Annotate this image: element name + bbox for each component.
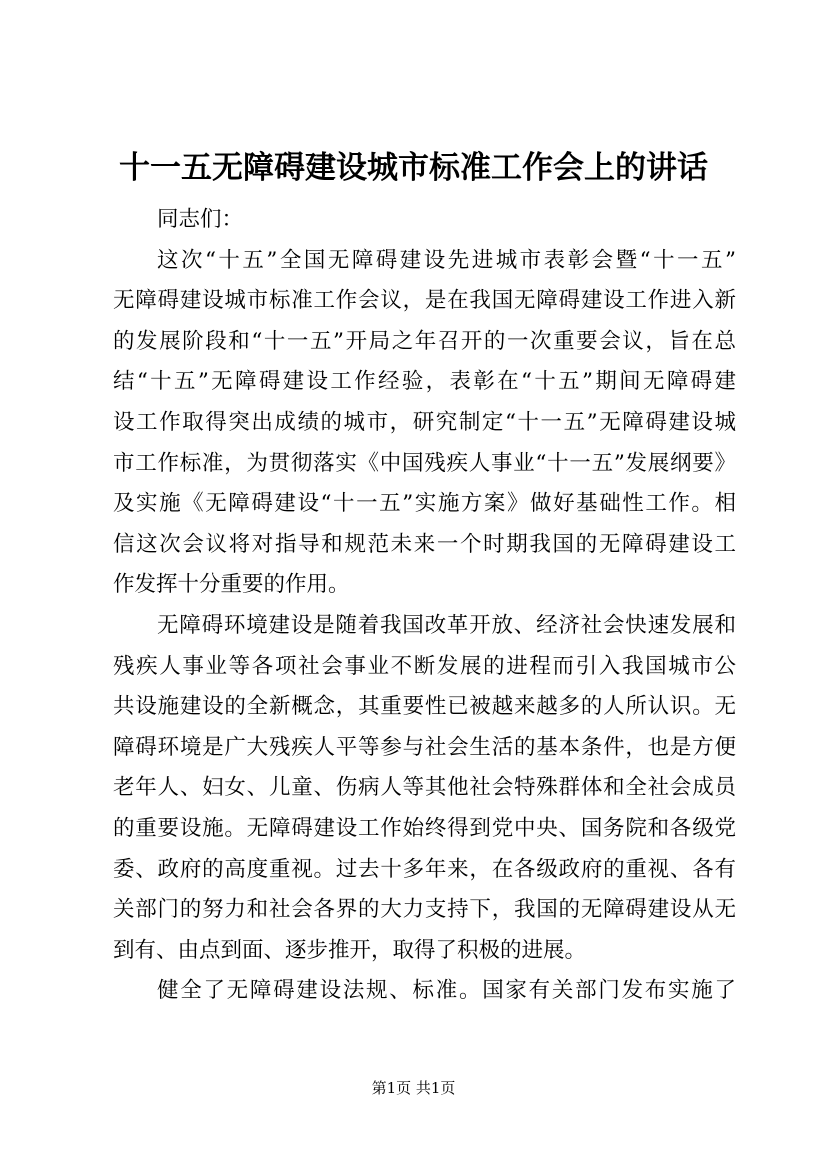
document-body [113, 200, 736, 1012]
paragraph-2 [113, 606, 736, 971]
salutation: 同志们： [157, 207, 244, 232]
paragraph-line: 无障碍建设城市标准工作会议，是在我国无障碍建设工作进入新 [113, 288, 736, 314]
paragraph-line: 残疾人事业等各项社会事业不断发展的进程而引入我国城市公 [113, 653, 736, 679]
paragraph-1 [113, 241, 736, 606]
document-title: 十一五无障碍建设城市标准工作会上的讲话 [119, 150, 708, 186]
paragraph-line: 及实施《无障碍建设“十一五”实施方案》做好基础性工作。相 [113, 491, 736, 517]
paragraph-line: 市工作标准，为贯彻落实《中国残疾人事业“十一五”发展纲要》 [113, 450, 736, 476]
paragraph-line: 这次“十五”全国无障碍建设先进城市表彰会暨“十一五” [157, 247, 736, 273]
paragraph-line: 作发挥十分重要的作用。 [113, 572, 350, 598]
paragraph-line: 到有、由点到面、逐步推开，取得了积极的进展。 [113, 937, 587, 963]
paragraph-line: 关部门的努力和社会各界的大力支持下，我国的无障碍建设从无 [113, 897, 736, 923]
paragraph-line: 的发展阶段和“十一五”开局之年召开的一次重要会议，旨在总 [113, 328, 736, 354]
paragraph-line: 委、政府的高度重视。过去十多年来，在各级政府的重视、各有 [113, 856, 736, 882]
paragraph-line: 信这次会议将对指导和规范未来一个时期我国的无障碍建设工 [113, 531, 736, 557]
paragraph-line: 共设施建设的全新概念，其重要性已被越来越多的人所认识。无 [113, 694, 736, 720]
paragraph-line: 障碍环境是广大残疾人平等参与社会生活的基本条件，也是方便 [113, 734, 736, 760]
paragraph-line: 健全了无障碍建设法规、标准。国家有关部门发布实施了 [157, 978, 736, 1004]
paragraph-line: 无障碍环境建设是随着我国改革开放、经济社会快速发展和 [157, 612, 736, 638]
paragraph-line: 老年人、妇女、儿童、伤病人等其他社会特殊群体和全社会成员 [113, 775, 736, 801]
paragraph-line: 设工作取得突出成绩的城市，研究制定“十一五”无障碍建设城 [113, 409, 736, 435]
page-footer: 第1页 共1页 [371, 1079, 456, 1097]
paragraph-line: 结“十五”无障碍建设工作经验，表彰在“十五”期间无障碍建 [113, 369, 736, 395]
paragraph-3 [113, 971, 736, 1012]
paragraph-line: 的重要设施。无障碍建设工作始终得到党中央、国务院和各级党 [113, 815, 736, 841]
